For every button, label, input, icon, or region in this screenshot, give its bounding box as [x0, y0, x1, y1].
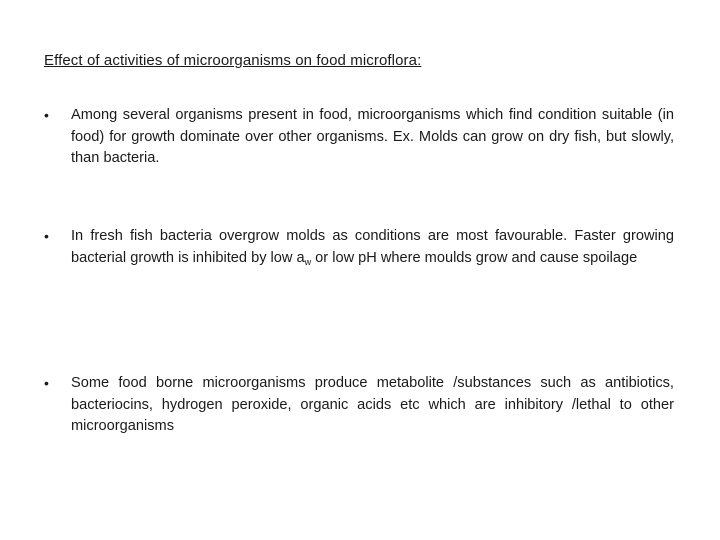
bullet-icon: • — [44, 228, 49, 244]
list-item — [44, 105, 674, 170]
bullet-text — [71, 226, 674, 269]
list-item — [44, 226, 674, 269]
bullet-icon: • — [44, 375, 49, 391]
list-item — [44, 373, 674, 438]
bullet-text-part: or low pH where moulds grow and cause spoilage — [311, 249, 638, 266]
bullet-icon: • — [44, 107, 49, 123]
water-activity-subscript: w — [304, 256, 312, 267]
page-title: Effect of activities of microorganisms on food microflora: — [44, 52, 422, 69]
bullet-text: Among several organisms present in food, microorganisms which find condition suitable (in food) for growth dominate over other organisms. Ex. Molds can grow on dry fish, but slowly, than bacteria. — [71, 107, 674, 166]
bullet-text-part: In fresh fish bacteria overgrow molds as conditions are most favourable. Faster growing bacterial growth is inhibited by low a — [71, 228, 674, 266]
bullet-text: Some food borne microorganisms produce metabolite /substances such as antibiotics, bacteriocins, hydrogen peroxide, organic acids etc which are inhibitory /lethal to other microorganisms — [71, 375, 674, 434]
